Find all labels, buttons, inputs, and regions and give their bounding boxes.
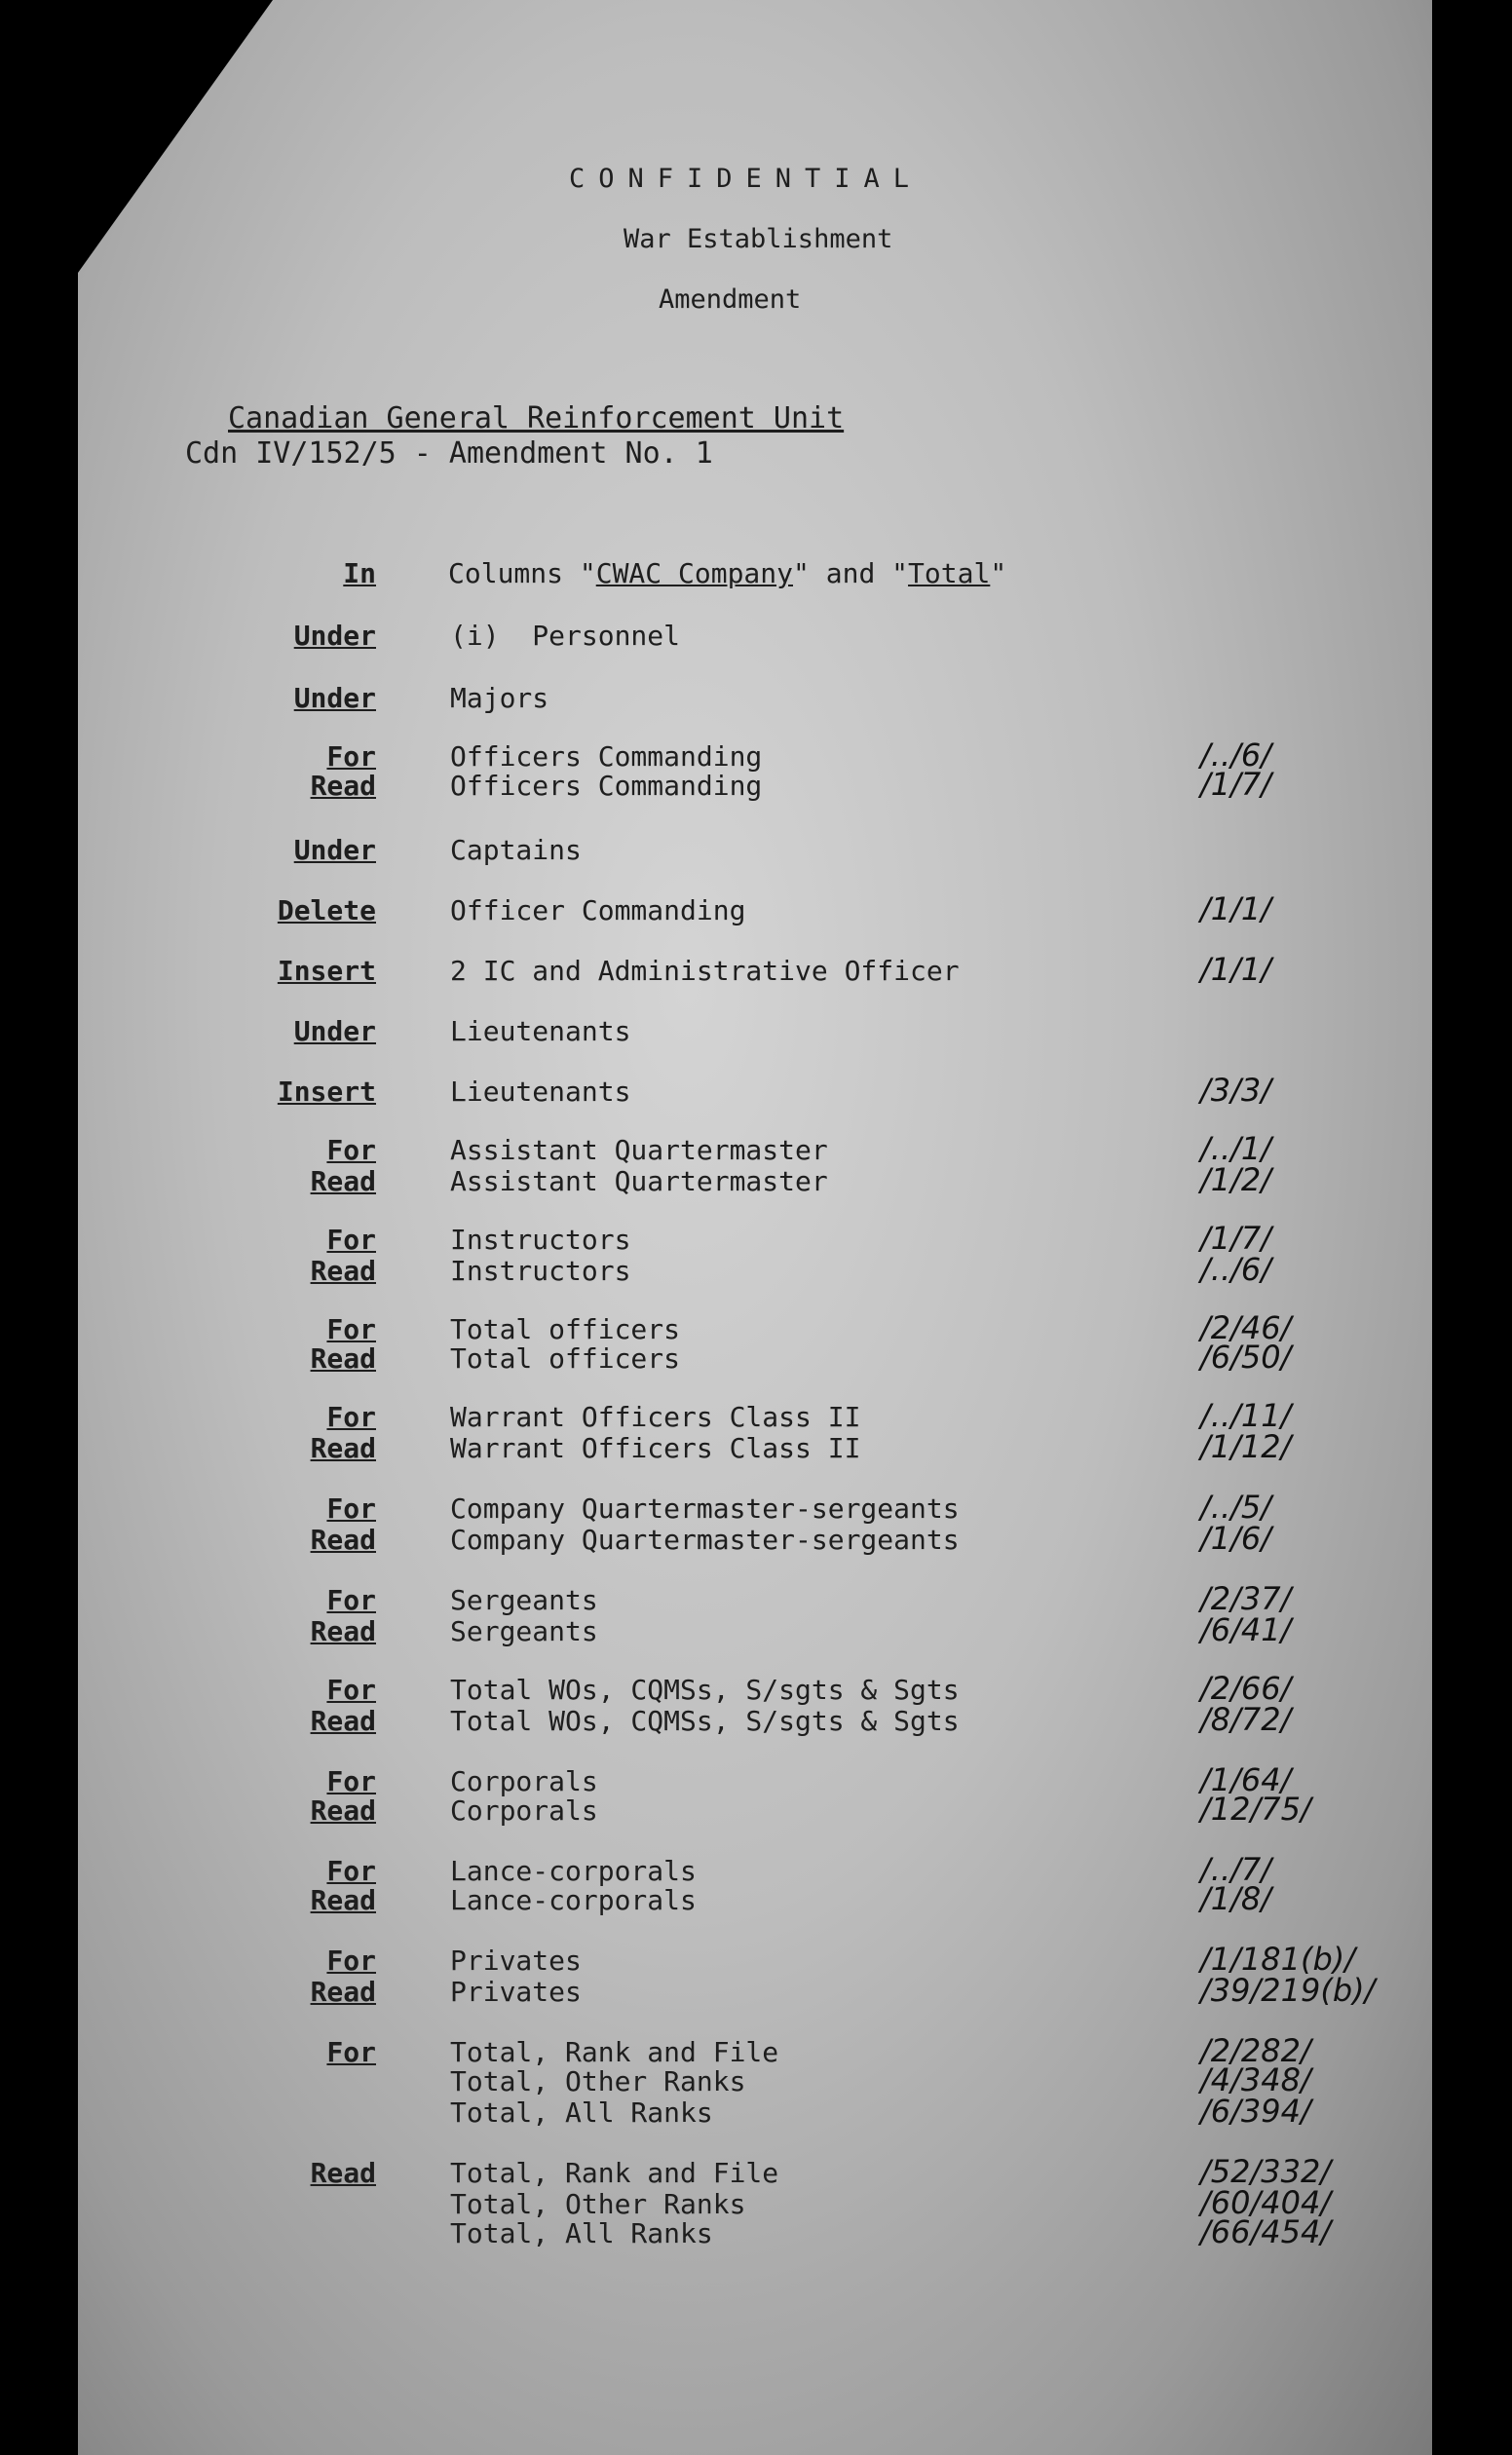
entry-description: Majors bbox=[450, 682, 549, 714]
entry-value: /../6/ bbox=[1200, 1251, 1272, 1288]
entry-label: Read bbox=[310, 1884, 376, 1916]
entry-label: Read bbox=[310, 1705, 376, 1737]
entry-value: /1/1/ bbox=[1200, 951, 1272, 988]
entry-label: For bbox=[326, 1765, 376, 1797]
entry-value: /../1/ bbox=[1200, 1130, 1272, 1167]
entry-label: Read bbox=[310, 1432, 376, 1464]
entry-label: For bbox=[326, 1401, 376, 1433]
entry-description: Lieutenants bbox=[450, 1076, 631, 1108]
entry-description: Privates bbox=[450, 1976, 582, 2008]
amendment-heading: Amendment bbox=[659, 284, 802, 315]
entry-label: Read bbox=[310, 1794, 376, 1827]
war-establishment-heading: War Establishment bbox=[624, 224, 893, 254]
entry-value: /1/181(b)/ bbox=[1200, 1941, 1356, 1978]
entry-description: Company Quartermaster-sergeants bbox=[450, 1492, 960, 1525]
entry-description: Instructors bbox=[450, 1224, 631, 1256]
entry-label: Read bbox=[310, 1255, 376, 1287]
entry-label: For bbox=[326, 740, 376, 773]
entry-value: /1/2/ bbox=[1200, 1161, 1272, 1198]
entry-description: Officer Commanding bbox=[450, 894, 746, 926]
entry-value: /4/348/ bbox=[1200, 2061, 1311, 2098]
entry-value: /../11/ bbox=[1200, 1397, 1292, 1434]
entry-description: Total, All Ranks bbox=[450, 2096, 713, 2129]
entry-description: Sergeants bbox=[450, 1615, 598, 1647]
entry-label: For bbox=[326, 1492, 376, 1525]
entry-value: /1/7/ bbox=[1200, 1220, 1272, 1257]
entry-value: /60/404/ bbox=[1200, 2184, 1332, 2221]
entry-description: Total, Other Ranks bbox=[450, 2188, 746, 2220]
entry-value: /2/282/ bbox=[1200, 2032, 1311, 2069]
entry-value: /6/50/ bbox=[1200, 1339, 1292, 1376]
entry-value: /2/37/ bbox=[1200, 1580, 1292, 1617]
entry-label: Read bbox=[310, 1615, 376, 1647]
entry-description: Officers Commanding bbox=[450, 770, 763, 802]
entry-description: Corporals bbox=[450, 1765, 598, 1797]
entry-description: Total, Rank and File bbox=[450, 2036, 779, 2068]
entry-value: /1/64/ bbox=[1200, 1761, 1292, 1798]
entry-description: Total WOs, CQMSs, S/sgts & Sgts bbox=[450, 1674, 960, 1706]
entry-value: /39/219(b)/ bbox=[1200, 1972, 1376, 2009]
entry-value: /1/6/ bbox=[1200, 1520, 1272, 1557]
entry-label: Insert bbox=[277, 955, 376, 987]
entry-label: Read bbox=[310, 770, 376, 802]
entry-description: Assistant Quartermaster bbox=[450, 1165, 828, 1197]
entry-label: Read bbox=[310, 1524, 376, 1556]
columns-line: Columns "CWAC Company" and "Total" bbox=[448, 557, 1007, 589]
entry-value: /../7/ bbox=[1200, 1851, 1272, 1888]
entry-label: Under bbox=[293, 620, 376, 652]
entry-value: /3/3/ bbox=[1200, 1072, 1272, 1109]
unit-name: Canadian General Reinforcement Unit bbox=[228, 401, 845, 435]
entry-value: /../6/ bbox=[1200, 736, 1272, 774]
entry-description: Total, Rank and File bbox=[450, 2157, 779, 2189]
entry-value: /1/7/ bbox=[1200, 766, 1272, 803]
entry-label: Insert bbox=[277, 1076, 376, 1108]
entry-description: Total, Other Ranks bbox=[450, 2065, 746, 2097]
entry-value: /2/66/ bbox=[1200, 1670, 1292, 1707]
in-label: In bbox=[343, 557, 376, 589]
entry-description: Captains bbox=[450, 834, 582, 866]
entry-value: /8/72/ bbox=[1200, 1701, 1292, 1738]
entry-label: For bbox=[326, 1945, 376, 1977]
entry-label: Read bbox=[310, 2157, 376, 2189]
entry-description: Warrant Officers Class II bbox=[450, 1401, 861, 1433]
entry-label: For bbox=[326, 1584, 376, 1616]
entry-value: /6/41/ bbox=[1200, 1611, 1292, 1648]
entry-description: Privates bbox=[450, 1945, 582, 1977]
entry-description: Lance-corporals bbox=[450, 1855, 697, 1887]
entry-description: Total officers bbox=[450, 1342, 681, 1375]
entry-value: /../5/ bbox=[1200, 1489, 1272, 1526]
entry-value: /1/12/ bbox=[1200, 1428, 1292, 1465]
entry-label: For bbox=[326, 2036, 376, 2068]
entry-label: Under bbox=[293, 682, 376, 714]
entry-label: For bbox=[326, 1855, 376, 1887]
entry-value: /6/394/ bbox=[1200, 2093, 1311, 2130]
entry-label: For bbox=[326, 1674, 376, 1706]
entry-label: Read bbox=[310, 1976, 376, 2008]
amendment-reference: Cdn IV/152/5 - Amendment No. 1 bbox=[185, 436, 713, 471]
entry-description: Total WOs, CQMSs, S/sgts & Sgts bbox=[450, 1705, 960, 1737]
entry-description: Corporals bbox=[450, 1794, 598, 1827]
entry-value: /1/8/ bbox=[1200, 1880, 1272, 1917]
entry-description: Total, All Ranks bbox=[450, 2217, 713, 2249]
entry-label: For bbox=[326, 1313, 376, 1345]
entry-description: Total officers bbox=[450, 1313, 681, 1345]
entry-description: Assistant Quartermaster bbox=[450, 1134, 828, 1166]
confidential-heading: CONFIDENTIAL bbox=[569, 164, 924, 194]
entry-description: Instructors bbox=[450, 1255, 631, 1287]
entry-description: 2 IC and Administrative Officer bbox=[450, 955, 960, 987]
entry-label: Read bbox=[310, 1342, 376, 1375]
entry-description: Sergeants bbox=[450, 1584, 598, 1616]
entry-description: (i) Personnel bbox=[450, 620, 681, 652]
entry-label: For bbox=[326, 1134, 376, 1166]
entry-value: /1/1/ bbox=[1200, 890, 1272, 927]
entry-value: /2/46/ bbox=[1200, 1309, 1292, 1346]
entry-value: /52/332/ bbox=[1200, 2153, 1332, 2190]
entry-label: Under bbox=[293, 834, 376, 866]
entry-description: Lance-corporals bbox=[450, 1884, 697, 1916]
entry-description: Officers Commanding bbox=[450, 740, 763, 773]
entry-description: Company Quartermaster-sergeants bbox=[450, 1524, 960, 1556]
entry-label: Under bbox=[293, 1015, 376, 1047]
entry-description: Lieutenants bbox=[450, 1015, 631, 1047]
entry-description: Warrant Officers Class II bbox=[450, 1432, 861, 1464]
entry-value: /66/454/ bbox=[1200, 2213, 1332, 2250]
entry-label: For bbox=[326, 1224, 376, 1256]
entry-label: Read bbox=[310, 1165, 376, 1197]
entry-label: Delete bbox=[277, 894, 376, 926]
entry-value: /12/75/ bbox=[1200, 1791, 1311, 1828]
